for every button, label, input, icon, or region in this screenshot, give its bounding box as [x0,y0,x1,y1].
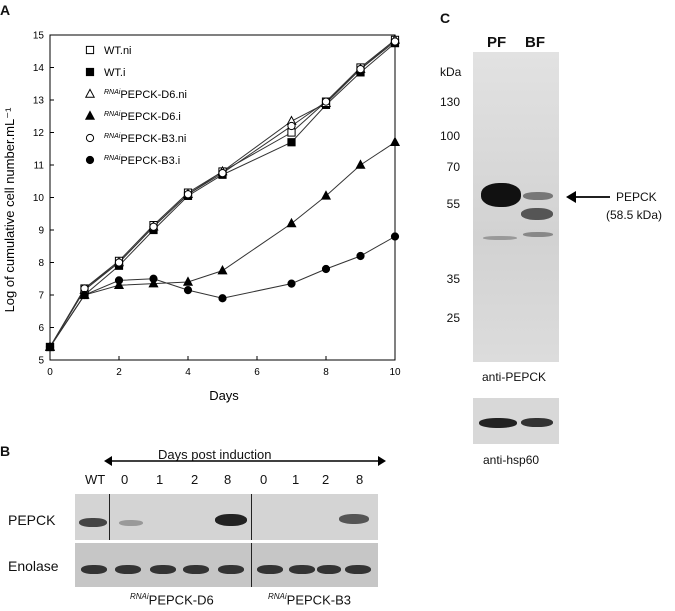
pepck-arrow-label: PEPCK [616,190,657,204]
caption-anti-pepck: anti-PEPCK [482,370,547,384]
y-tick-label: 7 [38,290,44,302]
data-point-1 [288,139,295,146]
x-tick-label: 8 [323,367,329,378]
lane-label-1: 0 [121,472,129,487]
y-tick-label: 10 [32,193,44,204]
y-tick-label: 15 [32,30,44,42]
data-point-3 [356,160,364,168]
legend-label-3: $^{RNAi}$PEPCK-D6.i [104,111,181,123]
lane-label-8: 8 [356,472,364,487]
legend-marker-0 [86,46,93,53]
x-tick-label: 0 [47,367,53,378]
lane-label-2: 1 [156,472,164,487]
band-b3-day8 [339,514,369,524]
band-d6-day8 [215,514,247,526]
panel-b-letter: B [0,443,11,459]
group-label-b3: $^{RNAi}$PEPCK-B3 [268,592,351,608]
days-post-induction-label: Days post induction [158,447,272,462]
days-arrow [104,455,386,467]
enolase-blot [75,543,378,587]
legend-marker-2 [86,89,94,97]
group-label-d6: $^{RNAi}$PEPCK-D6 [130,592,214,608]
band-wt [79,518,107,527]
data-point-4 [150,223,157,230]
legend-label-2: $^{RNAi}$PEPCK-D6.ni [104,89,187,101]
lane-label-7: 2 [322,472,330,487]
panel-a-letter: A [0,2,11,18]
data-point-3 [218,266,226,274]
data-point-4 [357,66,364,73]
y-tick-label: 5 [38,355,44,367]
legend-marker-5 [86,156,93,163]
chart-legend [86,45,187,167]
mw-marker-5: 25 [446,311,460,325]
band-bf [523,192,553,200]
series-line-5 [50,237,395,348]
y-tick-label: 6 [38,323,44,334]
lane-label-bf: BF [525,34,545,51]
pepck-blot-c [473,52,559,362]
data-point-5 [81,291,88,298]
lane-label-pf: PF [487,34,507,51]
data-point-5 [46,343,53,350]
x-tick-label: 2 [116,367,122,378]
band-bf-2 [521,208,553,220]
data-point-5 [150,275,157,282]
data-point-3 [391,138,399,146]
data-point-4 [184,191,191,198]
band-pf [481,183,521,207]
x-tick-label: 4 [185,367,191,378]
kda-unit-label: kDa [440,65,462,79]
data-point-5 [288,280,295,287]
data-point-4 [115,259,122,266]
legend-label-0: WT.ni [104,45,132,57]
panel-c-letter: C [440,10,451,26]
data-point-3 [287,219,295,227]
data-point-5 [391,233,398,240]
mw-marker-3: 55 [446,197,460,211]
pepck-blot [75,494,378,540]
pepck-arrow-icon [566,189,612,205]
mw-marker-2: 70 [446,160,460,174]
data-point-5 [219,295,226,302]
data-point-4 [391,38,398,45]
y-tick-label: 12 [32,128,44,139]
growth-curve-chart [0,20,420,410]
y-tick-label: 11 [33,160,44,172]
lane-label-3: 2 [191,472,199,487]
data-point-5 [357,252,364,259]
data-point-5 [322,265,329,272]
legend-label-1: WT.i [104,67,126,79]
legend-marker-1 [86,68,93,75]
plot-frame [50,35,395,360]
caption-anti-hsp60: anti-hsp60 [483,453,540,467]
y-tick-label: 9 [38,225,44,237]
band-faint [119,520,143,526]
legend-marker-3 [86,111,94,119]
x-axis-label: Days [209,388,239,403]
data-point-4 [219,170,226,177]
y-tick-label: 14 [32,63,44,74]
data-point-4 [322,98,329,105]
y-tick-label: 8 [38,258,44,269]
legend-marker-4 [86,134,93,141]
data-point-4 [288,122,295,129]
x-tick-label: 10 [389,367,401,378]
pepck-arrow-sublabel: (58.5 kDa) [606,208,663,222]
y-axis-label: Log of cumulative cell number.mL⁻¹ [2,107,17,313]
y-tick-label: 13 [32,95,44,107]
blot-divider [109,494,110,540]
lane-label-5: 0 [260,472,268,487]
blot-divider [251,494,252,540]
data-point-5 [184,287,191,294]
mw-marker-1: 100 [439,129,460,143]
row-label-pepck: PEPCK [8,512,56,528]
hsp60-blot [473,398,559,444]
row-label-enolase: Enolase [8,558,59,574]
mw-marker-0: 130 [439,95,460,109]
lane-label-0: WT [85,472,106,487]
legend-label-5: $^{RNAi}$PEPCK-B3.i [104,155,181,167]
blot-divider [251,543,252,587]
legend-label-4: $^{RNAi}$PEPCK-B3.ni [104,133,187,145]
mw-marker-4: 35 [446,272,460,286]
lane-label-4: 8 [224,472,232,487]
x-tick-label: 6 [254,367,260,378]
lane-label-6: 1 [292,472,300,487]
data-point-5 [115,277,122,284]
data-point-3 [322,191,330,199]
